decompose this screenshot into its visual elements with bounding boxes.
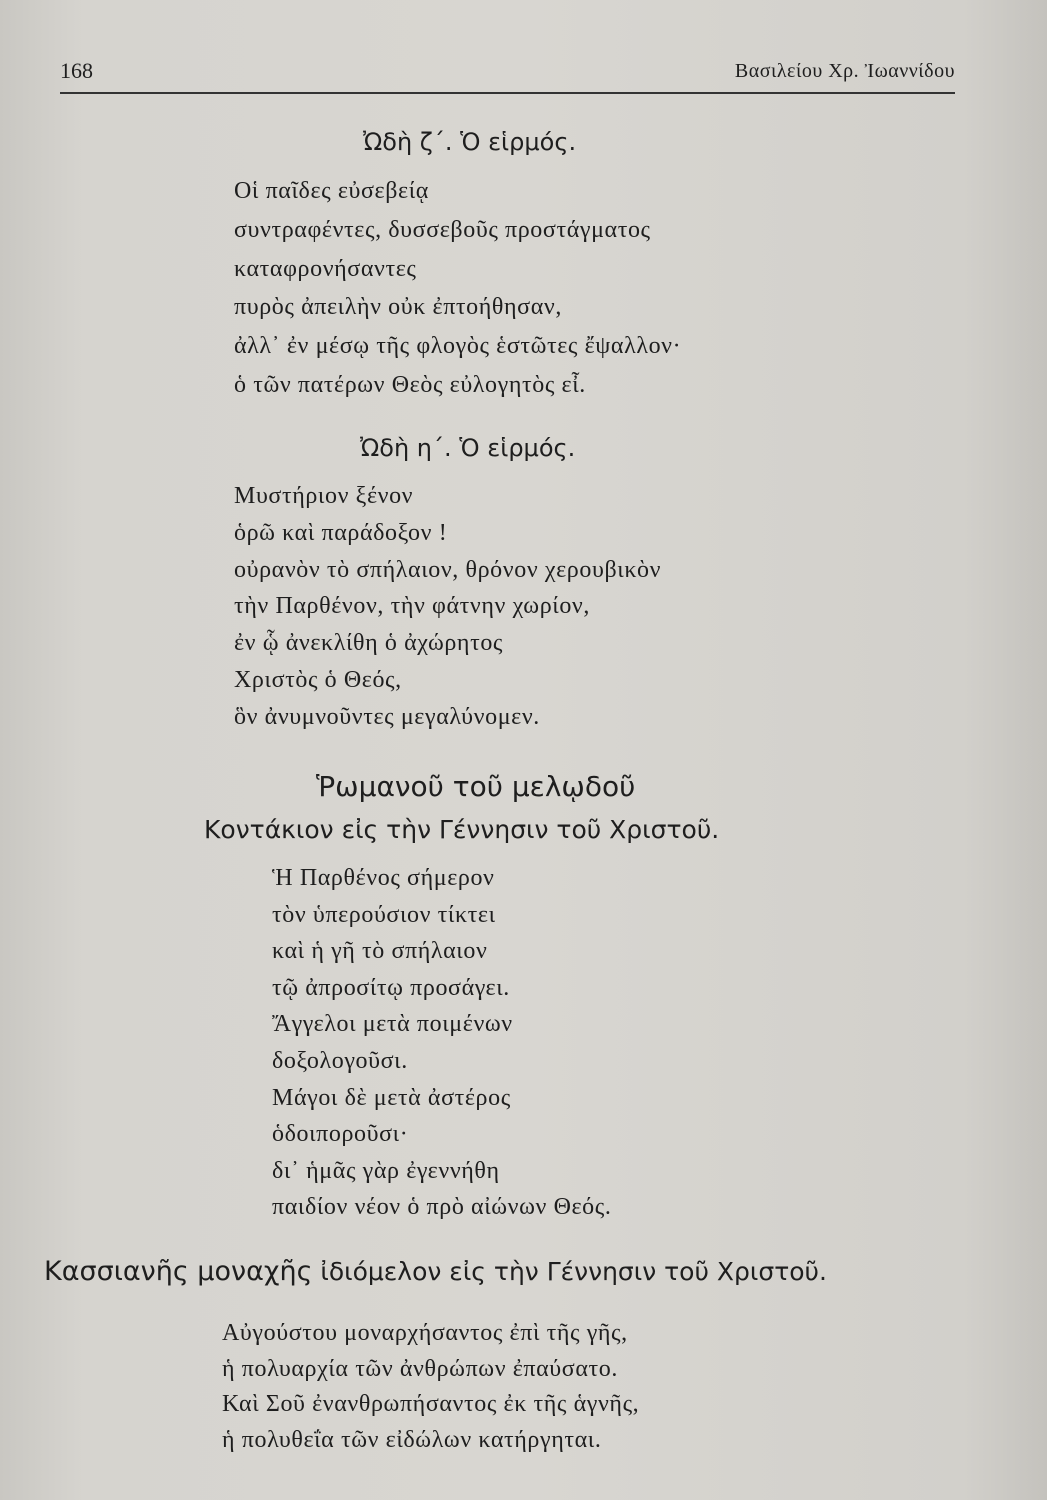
verse-line: τὴν Παρθένον, τὴν φάτνην χωρίον, bbox=[234, 593, 590, 620]
verse-line: Καὶ Σοῦ ἐνανθρωπήσαντος ἐκ τῆς ἁγνῆς, bbox=[222, 1391, 640, 1418]
romanos-title: Ῥωμανοῦ τοῦ μελῳδοῦ bbox=[316, 770, 636, 803]
verse-line: καὶ ἡ γῆ τὸ σπήλαιον bbox=[272, 938, 488, 965]
running-head: Βασιλείου Χρ. Ἰωαννίδου bbox=[734, 60, 955, 82]
verse-line: ἐν ᾧ ἀνεκλίθη ὁ ἀχώρητος bbox=[234, 630, 504, 657]
verse-line: τῷ ἀπροσίτῳ προσάγει. bbox=[272, 974, 510, 1001]
verse-line: Ἄγγελοι μετὰ ποιμένων bbox=[272, 1011, 513, 1038]
verse-line: ἀλλ᾽ ἐν μέσῳ τῆς φλογὸς ἑστῶτες ἔψαλλον· bbox=[234, 333, 682, 360]
verse-line: τὸν ὑπερούσιον τίκτει bbox=[272, 901, 496, 928]
kassiani-title bbox=[44, 1256, 827, 1287]
page-number: 168 bbox=[60, 58, 93, 83]
verse-line: παιδίον νέον ὁ πρὸ αἰώνων Θεός. bbox=[272, 1194, 612, 1221]
page-header bbox=[60, 58, 955, 94]
kassiani-verse bbox=[222, 1316, 639, 1458]
verse-line: ὃν ἀνυμνοῦντες μεγαλύνομεν. bbox=[234, 703, 540, 730]
verse-line: πυρὸς ἀπειλὴν οὐκ ἐπτοήθησαν, bbox=[234, 294, 562, 321]
verse-line: οὐρανὸν τὸ σπήλαιον, θρόνον χερουβικὸν bbox=[234, 556, 662, 583]
ode8-verse bbox=[234, 478, 661, 736]
verse-line: ὁδοιποροῦσι· bbox=[272, 1121, 409, 1148]
ode8-heading: Ὠδὴ η΄. Ὁ εἱρμός. bbox=[360, 434, 576, 462]
ode7-verse bbox=[234, 172, 681, 405]
verse-line: Οἱ παῖδες εὐσεβείᾳ bbox=[234, 178, 429, 204]
kassiani-title-rest: ἰδιόμελον εἰς τὴν Γέννησιν τοῦ Χριστοῦ. bbox=[312, 1257, 827, 1286]
verse-line: ὁρῶ καὶ παράδοξον ! bbox=[234, 519, 448, 546]
verse-line: δοξολογοῦσι. bbox=[272, 1047, 408, 1074]
verse-line: Μυστήριον ξένον bbox=[234, 483, 414, 509]
verse-line: καταφρονήσαντες bbox=[234, 255, 417, 282]
verse-line: ἡ πολυθεΐα τῶν εἰδώλων κατήργηται. bbox=[222, 1426, 602, 1453]
ode7-heading: Ὠδὴ ζ΄. Ὁ εἱρμός. bbox=[363, 128, 577, 156]
kassiani-title-bold: Κασσιανῆς μοναχῆς bbox=[44, 1256, 313, 1287]
verse-line: Αὐγούστου μοναρχήσαντος ἐπὶ τῆς γῆς, bbox=[222, 1320, 628, 1346]
verse-line: Μάγοι δὲ μετὰ ἀστέρος bbox=[272, 1084, 511, 1111]
romanos-subtitle: Κοντάκιον εἰς τὴν Γέννησιν τοῦ Χριστοῦ. bbox=[204, 815, 720, 844]
verse-line: δι᾽ ἡμᾶς γὰρ ἐγεννήθη bbox=[272, 1157, 500, 1184]
verse-line: ἡ πολυαρχία τῶν ἀνθρώπων ἐπαύσατο. bbox=[222, 1355, 618, 1382]
verse-line: ὁ τῶν πατέρων Θεὸς εὐλογητὸς εἶ. bbox=[234, 371, 586, 398]
romanos-verse bbox=[272, 860, 611, 1226]
verse-line: Ἡ Παρθένος σήμερον bbox=[272, 865, 495, 891]
verse-line: Χριστὸς ὁ Θεός, bbox=[234, 666, 402, 693]
verse-line: συντραφέντες, δυσσεβοῦς προστάγματος bbox=[234, 216, 651, 243]
